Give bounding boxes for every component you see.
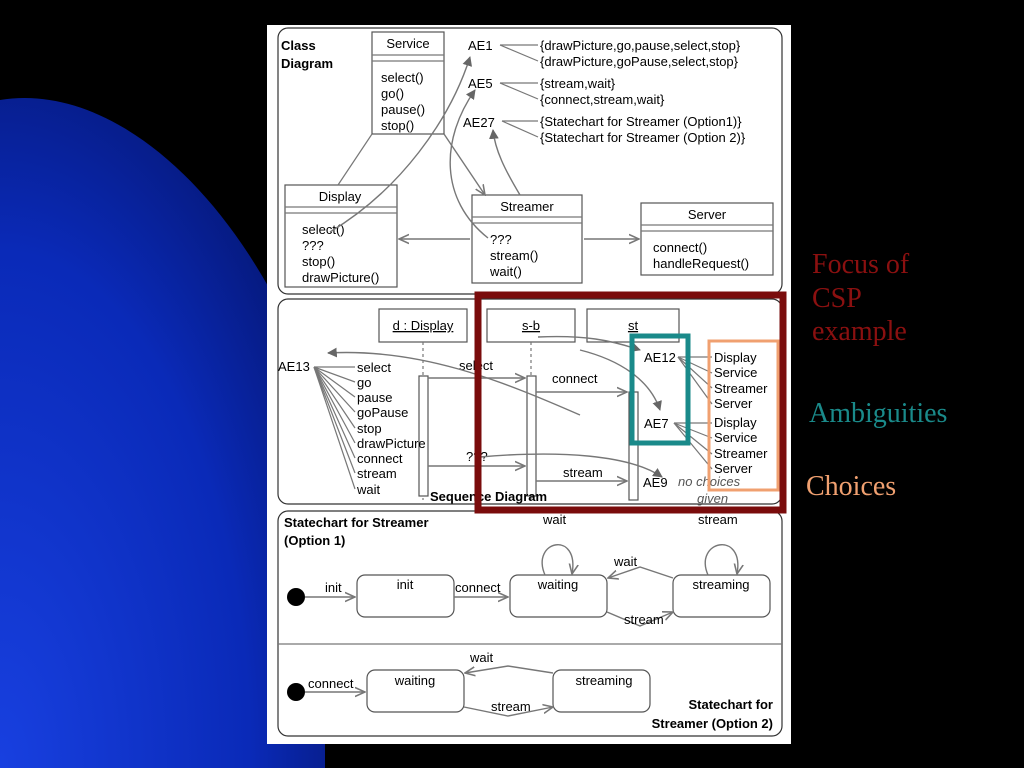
msg-connect: connect <box>552 371 598 386</box>
ae7-choice: Streamer <box>714 446 768 461</box>
sequence-diagram-panel <box>278 299 782 506</box>
ae13-option: go <box>357 375 372 390</box>
sc1-wait-top-label: wait <box>543 512 567 527</box>
ae13-option: select <box>357 360 391 375</box>
ae13-option: pause <box>357 390 393 405</box>
ae7-choice: Display <box>714 415 757 430</box>
display-op: drawPicture() <box>302 270 380 285</box>
sc1-stream-top-label: stream <box>698 512 738 527</box>
server-op: connect() <box>653 240 708 255</box>
msg-select: select <box>459 358 493 373</box>
ae7-choice: Server <box>714 461 753 476</box>
server-name: Server <box>687 207 727 222</box>
sc1-wait-label: wait <box>614 554 638 569</box>
sc2-stream-label: stream <box>491 699 531 714</box>
server-op: handleRequest() <box>653 256 750 271</box>
streamer-name: Streamer <box>500 199 554 214</box>
display-op: select() <box>302 222 345 237</box>
focus-label: Focus of CSP example <box>812 249 910 348</box>
display-op: ??? <box>302 238 324 253</box>
lifeline-sb: s-b <box>521 318 541 333</box>
service-op: select() <box>381 70 424 85</box>
statechart-panel <box>278 511 782 736</box>
ae5-option: {stream,wait} <box>540 76 616 91</box>
statechart2-title-1: Statechart for <box>688 697 773 712</box>
ae12-label: AE12 <box>644 350 676 365</box>
sc1-state-init: init <box>396 577 414 592</box>
sc1-stream-label: stream <box>624 612 664 627</box>
class-streamer <box>472 195 582 283</box>
ae7-choice: Service <box>714 430 758 445</box>
ae27-option: {Statechart for Streamer (Option1)} <box>540 114 742 129</box>
msg-unknown: ??? <box>466 449 488 464</box>
sequence-diagram-title: Sequence Diagram <box>430 489 548 504</box>
no-choices-text-1: no choices <box>678 474 741 489</box>
ae13-option: wait <box>357 482 381 497</box>
service-op: stop() <box>381 118 415 133</box>
ae7-label: AE7 <box>644 416 669 431</box>
ae13-label: AE13 <box>278 359 310 374</box>
service-name: Service <box>386 36 430 51</box>
ambiguities-label: Ambiguities <box>809 398 948 429</box>
streamer-op: wait() <box>490 264 522 279</box>
sc1-connect-label: connect <box>455 580 501 595</box>
sc2-state-streaming: streaming <box>575 673 633 688</box>
ae12-choice: Display <box>714 350 757 365</box>
sc1-state-waiting: waiting <box>537 577 579 592</box>
sc1-init-label: init <box>325 580 342 595</box>
ae1-option: {drawPicture,go,pause,select,stop} <box>540 38 741 53</box>
lifeline-display: d : Display <box>392 318 454 333</box>
ae13-option: goPause <box>357 405 409 420</box>
ae27-option: {Statechart for Streamer (Option 2)} <box>540 130 746 145</box>
ae5-option: {connect,stream,wait} <box>540 92 665 107</box>
ae12-choice: Service <box>714 365 758 380</box>
lifeline-st: st <box>627 318 639 333</box>
ae5-label: AE5 <box>468 76 493 91</box>
msg-stream: stream <box>563 465 603 480</box>
class-server <box>641 203 773 275</box>
display-op: stop() <box>302 254 336 269</box>
sc2-connect-label: connect <box>308 676 354 691</box>
statechart2-title-2: Streamer (Option 2) <box>651 716 773 731</box>
ae12-choice: Server <box>714 396 753 411</box>
ae27-label: AE27 <box>463 115 495 130</box>
ae13-option: connect <box>357 451 403 466</box>
class-diagram-panel <box>278 28 782 294</box>
class-diagram-title-2: Diagram <box>281 56 334 71</box>
sc2-state-waiting: waiting <box>394 673 436 688</box>
initial-state-dot-2 <box>287 683 305 701</box>
ae12-choice: Streamer <box>714 381 768 396</box>
sc2-wait-label: wait <box>470 650 494 665</box>
streamer-op: ??? <box>490 232 512 247</box>
statechart1-title-1: Statechart for Streamer <box>284 515 429 530</box>
statechart1-title-2: (Option 1) <box>284 533 346 548</box>
service-op: pause() <box>381 102 426 117</box>
service-op: go() <box>381 86 405 101</box>
ae9-label: AE9 <box>643 475 668 490</box>
class-diagram-title-1: Class <box>281 38 316 53</box>
ae13-option: stream <box>357 466 397 481</box>
streamer-op: stream() <box>490 248 539 263</box>
ae13-option: stop <box>357 421 382 436</box>
ae13-option: drawPicture <box>357 436 426 451</box>
class-service <box>372 32 444 134</box>
choices-label: Choices <box>806 471 897 502</box>
sc1-state-streaming: streaming <box>692 577 750 592</box>
display-name: Display <box>318 189 362 204</box>
ae1-option: {drawPicture,goPause,select,stop} <box>540 54 739 69</box>
no-choices-text-2: given <box>697 491 729 506</box>
class-display <box>285 185 397 287</box>
ae1-label: AE1 <box>468 38 493 53</box>
initial-state-dot <box>287 588 305 606</box>
